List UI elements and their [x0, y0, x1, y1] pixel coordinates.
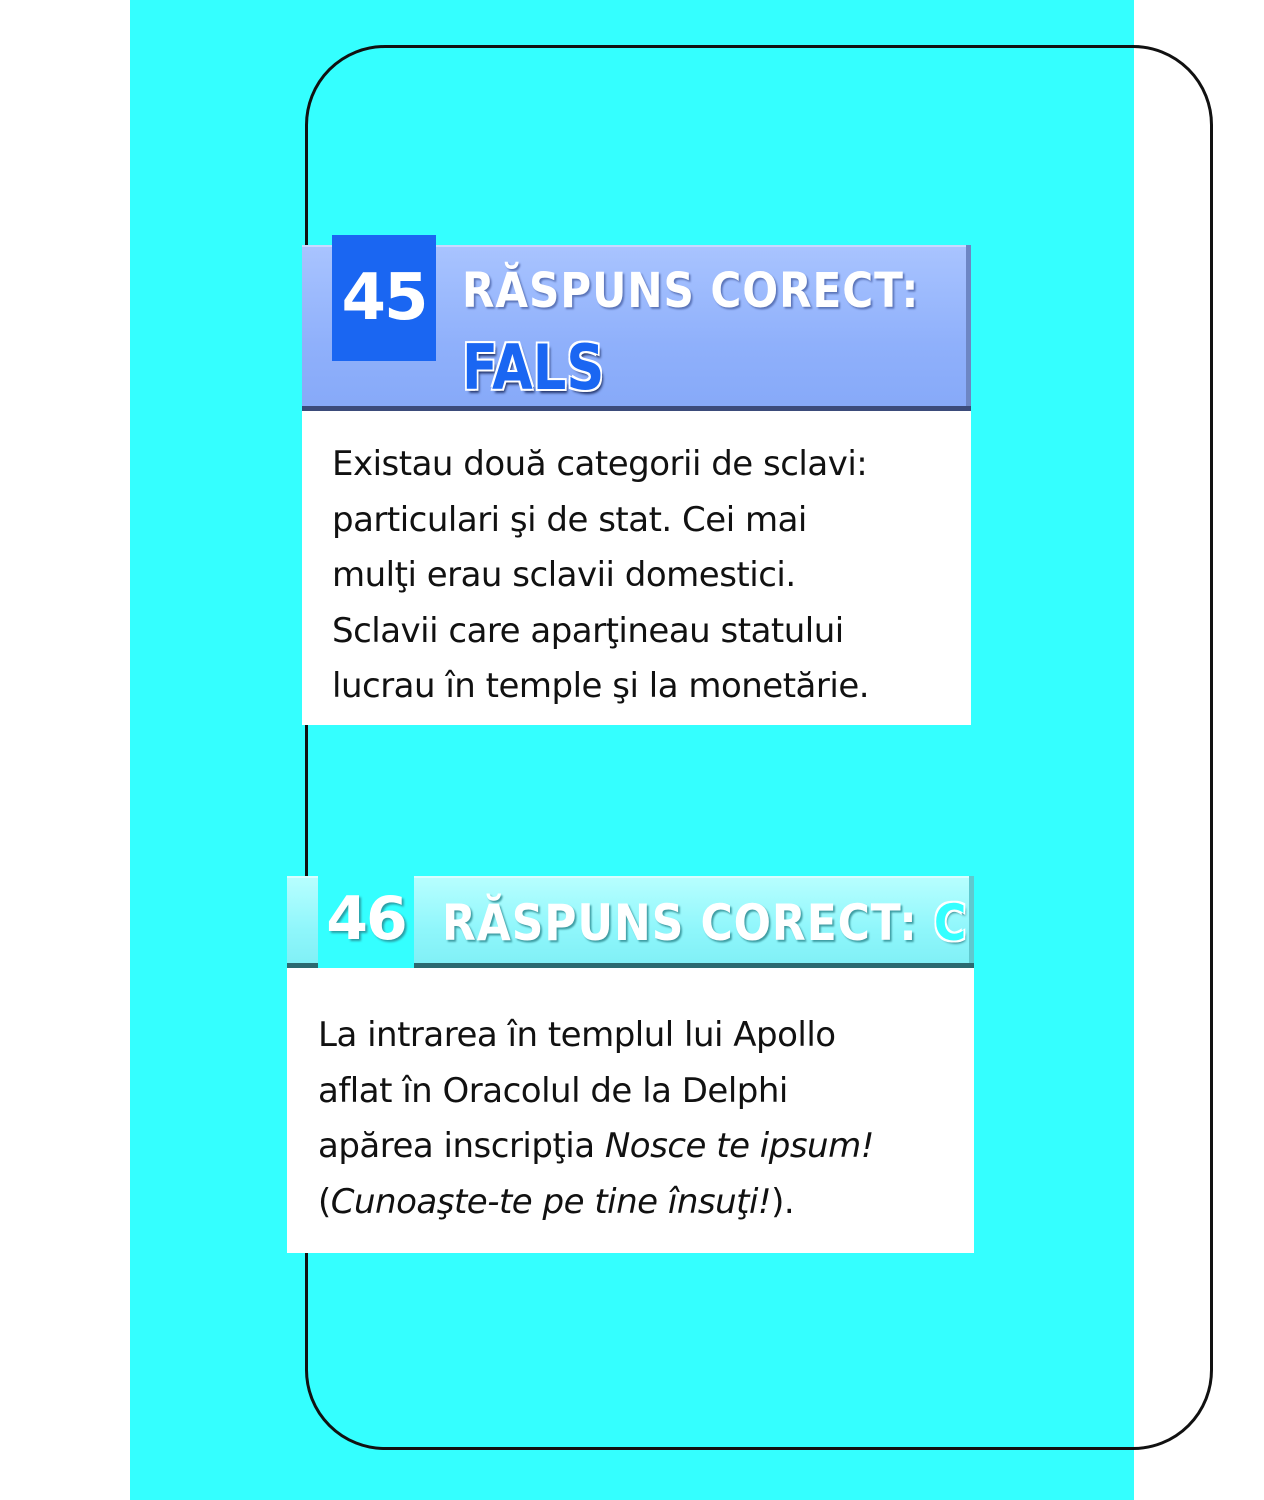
latin-inscription: Nosce te ipsum!: [604, 1126, 874, 1166]
explanation-text: (: [318, 1181, 331, 1222]
explanation-line: particulari şi de stat. Cei mai: [332, 499, 807, 540]
explanation-line: La intrarea în templul lui Apollo: [318, 1015, 836, 1055]
explanation-line: [318, 1175, 974, 1231]
answer-label-text: RĂSPUNS CORECT:: [442, 894, 918, 952]
explanation-text: ).: [771, 1181, 795, 1222]
card-background: [130, 0, 1134, 1500]
explanation-text: apărea inscripţia: [318, 1126, 605, 1166]
explanation-line: Existau două categorii de sclavi:: [332, 444, 868, 484]
explanation-line: aflat în Oracolul de la Delphi: [318, 1070, 788, 1111]
answer-number: 45: [332, 235, 436, 361]
answer-label: RĂSPUNS CORECT:: [462, 263, 920, 319]
answer-label: [442, 894, 967, 952]
explanation-line: mulţi erau sclavii domestici.: [332, 555, 796, 595]
answer-value: FALS: [462, 331, 605, 404]
answer-value: C: [933, 894, 968, 952]
answer-number: 46: [318, 858, 414, 980]
answer-explanation-box: [302, 411, 971, 725]
explanation-line: [318, 1119, 974, 1175]
answer-explanation: [332, 437, 971, 715]
answer-explanation-box: [287, 968, 974, 1253]
explanation-line: lucrau în temple şi la monetărie.: [332, 666, 870, 706]
explanation-line: Sclavii care aparţineau statului: [332, 610, 844, 651]
inscription-translation: Cunoaşte-te pe tine însuţi!: [330, 1181, 772, 1222]
answer-explanation: [318, 1008, 974, 1230]
